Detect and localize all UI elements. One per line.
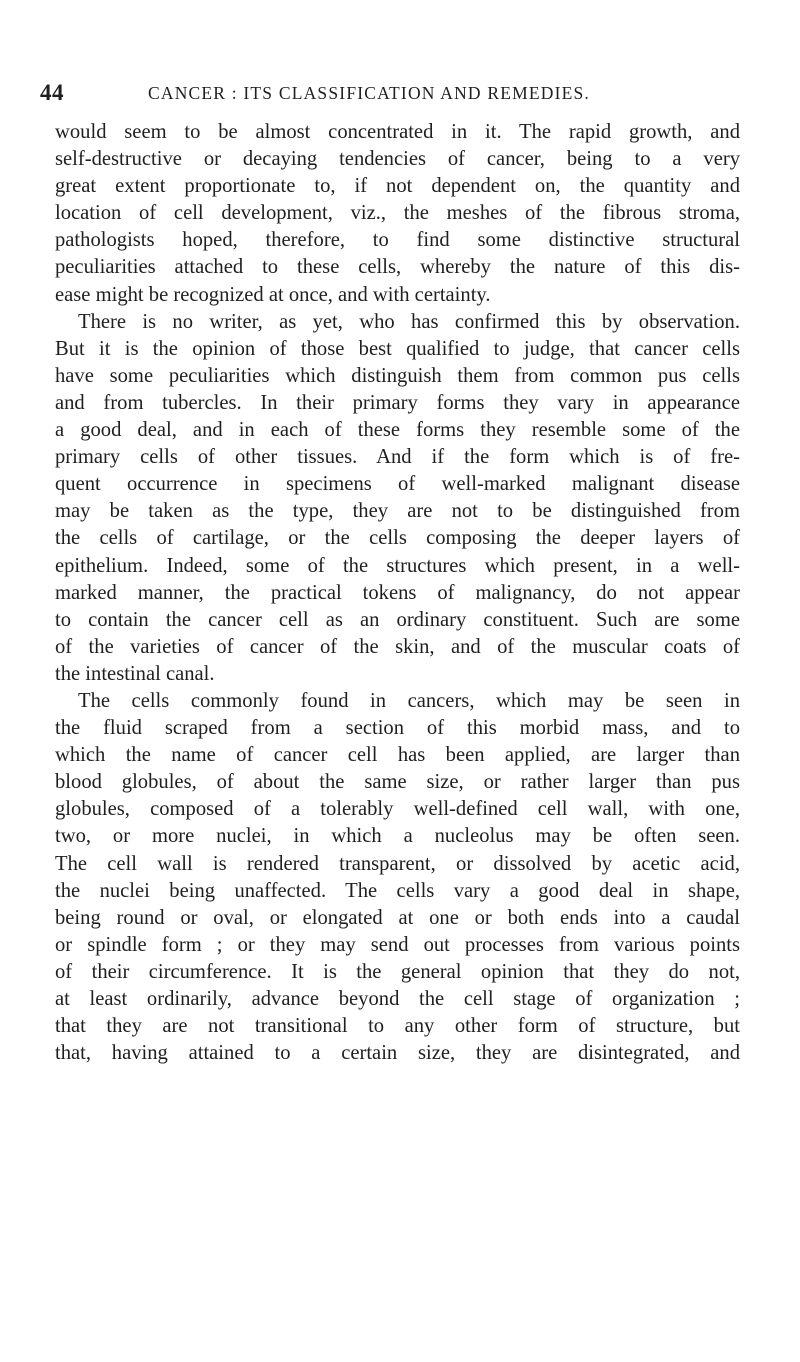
- text-line: The cell wall is rendered transparent, or dissolved by acetic acid,: [55, 852, 740, 875]
- text-line: a good deal, and in each of these forms they resemble some of the: [55, 419, 740, 442]
- text-line: self-destructive or decaying tendencies of cancer, being to a very: [55, 148, 740, 171]
- text-line: of the varieties of cancer of the skin, and of the muscular coats of: [55, 635, 740, 658]
- text-line: or spindle form ; or they may send out processes from various points: [55, 933, 740, 956]
- text-line: to contain the cancer cell as an ordinary constituent. Such are some: [55, 608, 740, 631]
- text-line: the intestinal canal.: [55, 662, 215, 685]
- text-line: which the name of cancer cell has been applied, are larger than: [55, 744, 740, 767]
- running-head: [40, 80, 600, 104]
- page-number: 44: [40, 80, 64, 105]
- text-line: globules, composed of a tolerably well-defined cell wall, with one,: [55, 798, 740, 821]
- text-line: at least ordinarily, advance beyond the cell stage of organization ;: [55, 988, 740, 1010]
- text-line: marked manner, the practical tokens of malignancy, do not appear: [55, 581, 740, 604]
- text-line: and from tubercles. In their primary forms they vary in appearance: [55, 391, 740, 414]
- text-line: primary cells of other tissues. And if the form which is of fre-: [55, 446, 740, 469]
- text-line: location of cell development, viz., the meshes of the fibrous stroma,: [55, 202, 740, 225]
- text-line: pathologists hoped, therefore, to find some distinctive structural: [55, 229, 740, 252]
- text-line: peculiarities attached to these cells, whereby the nature of this dis-: [55, 256, 740, 279]
- text-line: There is no writer, as yet, who has confirmed this by observation.: [78, 310, 740, 333]
- text-line: great extent proportionate to, if not dependent on, the quantity and: [55, 175, 740, 198]
- text-line: two, or more nuclei, in which a nucleolus may be often seen.: [55, 825, 740, 848]
- text-line: of their circumference. It is the general opinion that they do not,: [55, 960, 740, 983]
- text-line: But it is the opinion of those best qualified to judge, that cancer cells: [55, 337, 740, 360]
- text-line: the nuclei being unaffected. The cells vary a good deal in shape,: [55, 879, 740, 902]
- text-line: epithelium. Indeed, some of the structures which present, in a well-: [55, 554, 740, 577]
- running-title: CANCER : ITS CLASSIFICATION AND REMEDIES.: [148, 83, 591, 103]
- text-line: have some peculiarities which distinguish them from common pus cells: [55, 364, 740, 387]
- text-line: that, having attained to a certain size, they are disintegrated, and: [55, 1042, 740, 1065]
- text-line: blood globules, of about the same size, or rather larger than pus: [55, 771, 740, 794]
- text-line: that they are not transitional to any other form of structure, but: [55, 1015, 740, 1038]
- text-line: may be taken as the type, they are not to be distinguished from: [55, 500, 740, 523]
- text-line: the fluid scraped from a section of this morbid mass, and to: [55, 717, 740, 740]
- body-text: [55, 119, 740, 1067]
- text-line: would seem to be almost concentrated in it. The rapid growth, and: [55, 121, 740, 143]
- text-line: The cells commonly found in cancers, which may be seen in: [78, 689, 740, 712]
- text-line: being round or oval, or elongated at one or both ends into a caudal: [55, 906, 740, 929]
- text-line: the cells of cartilage, or the cells composing the deeper layers of: [55, 527, 740, 550]
- text-line: quent occurrence in specimens of well-marked malignant disease: [55, 473, 740, 496]
- text-line: ease might be recognized at once, and with certainty.: [55, 283, 491, 306]
